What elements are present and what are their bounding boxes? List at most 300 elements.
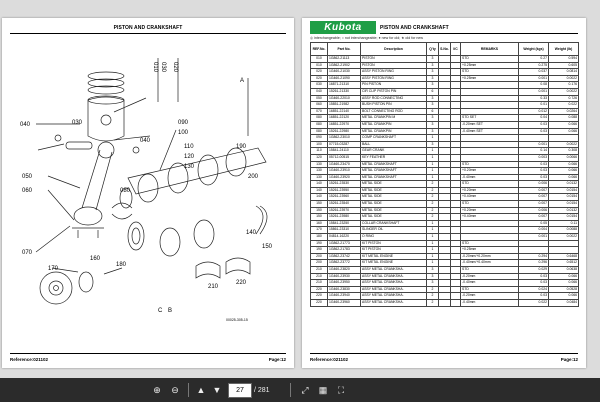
table-cell: 1	[427, 168, 439, 175]
table-cell: KIT METAL ENGINE	[361, 260, 427, 267]
table-row	[311, 214, 579, 221]
table-row	[311, 181, 579, 188]
page-title: PISTON AND CRANKSHAFT	[380, 25, 449, 31]
table-cell: +0.20mm	[461, 168, 519, 175]
table-cell: KEY FEATHER	[361, 154, 427, 161]
table-cell: 210	[311, 267, 328, 274]
table-cell: 0.6512	[549, 260, 579, 267]
table-cell	[439, 220, 451, 227]
column-header: Description	[361, 43, 427, 56]
table-cell	[451, 148, 461, 155]
table-cell	[451, 234, 461, 241]
table-cell	[451, 227, 461, 234]
fullscreen-icon[interactable]: ⛶	[337, 385, 345, 395]
table-cell: 6	[427, 88, 439, 95]
table-row	[311, 240, 579, 247]
table-row	[311, 95, 579, 102]
table-cell	[461, 108, 519, 115]
table-cell: STD	[461, 181, 519, 188]
table-cell: 1G862-21773	[328, 240, 361, 247]
table-cell	[461, 141, 519, 148]
table-cell: 0.33	[519, 95, 549, 102]
table-cell: 210	[311, 280, 328, 287]
table-row	[311, 187, 579, 194]
table-cell: 15261-23540	[328, 201, 361, 208]
footer-rule	[10, 353, 286, 354]
table-row	[311, 56, 579, 63]
page-number: Page:12	[268, 357, 286, 362]
table-cell: 0.0132	[549, 207, 579, 214]
table-cell	[439, 102, 451, 109]
table-cell: SLINGER OIL	[361, 227, 427, 234]
table-cell: -0.40mm/+0.40mm	[461, 260, 519, 267]
table-cell: 050	[311, 95, 328, 102]
table-cell: 3	[427, 128, 439, 135]
table-cell: 060	[311, 102, 328, 109]
table-row	[311, 273, 579, 280]
table-cell	[451, 260, 461, 267]
table-cell: 1	[427, 260, 439, 267]
table-cell: 0.03	[519, 161, 549, 168]
table-cell: STD	[461, 267, 519, 274]
table-cell	[451, 247, 461, 254]
table-cell: 0.066	[549, 161, 579, 168]
total-pages: / 281	[254, 387, 270, 394]
table-cell: 0.001	[519, 75, 549, 82]
table-row	[311, 62, 579, 69]
table-cell: 210	[311, 273, 328, 280]
table-cell: 0.294	[519, 253, 549, 260]
table-cell: METAL SIDE	[361, 214, 427, 221]
column-header: I/C	[451, 43, 461, 56]
table-cell: 0.0638	[549, 267, 579, 274]
table-cell: 1G460-23960	[328, 299, 361, 306]
table-cell	[451, 293, 461, 300]
table-cell	[439, 240, 451, 247]
table-cell: 6	[427, 108, 439, 115]
table-cell: 120	[311, 154, 328, 161]
table-cell	[519, 135, 549, 142]
table-cell	[439, 75, 451, 82]
table-cell: 3	[427, 82, 439, 89]
table-cell	[451, 174, 461, 181]
table-cell: STD	[461, 161, 519, 168]
table-cell: STD	[461, 56, 519, 63]
callout-label: 120	[184, 154, 195, 160]
table-cell: 0.05	[519, 220, 549, 227]
next-page-icon[interactable]: ▼	[212, 385, 222, 395]
table-cell: 0.066	[549, 128, 579, 135]
table-cell	[439, 299, 451, 306]
table-cell	[451, 168, 461, 175]
table-cell: METAL CRANKSHAFT	[361, 161, 427, 168]
table-cell: 0.08	[519, 82, 549, 89]
table-cell: BALL	[361, 141, 427, 148]
parts-table	[310, 42, 579, 307]
table-cell	[451, 115, 461, 122]
callout-label: 030	[160, 62, 166, 73]
table-row	[311, 194, 579, 201]
table-cell: ASSY METAL CRANKSHA.	[361, 280, 427, 287]
table-cell	[439, 141, 451, 148]
table-cell	[451, 201, 461, 208]
table-cell: 220	[311, 286, 328, 293]
table-cell: 16871-21310	[328, 82, 361, 89]
table-cell: 220	[311, 293, 328, 300]
table-cell: 0.0814	[549, 69, 579, 76]
table-cell: 1	[427, 135, 439, 142]
table-cell: -0.40mm	[461, 280, 519, 287]
table-cell	[461, 88, 519, 95]
table-cell: 190	[311, 240, 328, 247]
table-cell: METAL CRANKPIN	[361, 121, 427, 128]
table-row	[311, 207, 579, 214]
table-cell: O RING	[361, 234, 427, 241]
zoom-in-icon[interactable]: ⊕	[153, 385, 161, 395]
table-cell: 1	[427, 174, 439, 181]
table-cell: 2	[427, 207, 439, 214]
table-cell	[461, 135, 519, 142]
table-cell: 130	[311, 161, 328, 168]
table-cell: 040	[311, 88, 328, 95]
previous-page-icon[interactable]: ▲	[196, 385, 206, 395]
table-cell: ASSY PISTON RING	[361, 69, 427, 76]
callout-label: 140	[246, 230, 257, 236]
table-row	[311, 293, 579, 300]
table-row	[311, 115, 579, 122]
table-cell	[461, 154, 519, 161]
table-cell	[439, 88, 451, 95]
table-cell: 0.006	[519, 181, 549, 188]
table-cell	[451, 267, 461, 274]
table-cell	[451, 286, 461, 293]
table-cell	[439, 115, 451, 122]
table-cell: 0.007	[519, 187, 549, 194]
table-cell	[439, 260, 451, 267]
table-row	[311, 201, 579, 208]
table-cell: 3	[427, 56, 439, 63]
reference-label: Reference:021102	[310, 357, 349, 362]
table-cell	[451, 253, 461, 260]
table-cell	[439, 247, 451, 254]
table-cell: 1G862-23742	[328, 253, 361, 260]
table-cell	[451, 214, 461, 221]
table-cell	[451, 135, 461, 142]
table-row	[311, 267, 579, 274]
table-cell: PISTON	[361, 56, 427, 63]
table-cell: 0.03	[519, 168, 549, 175]
table-cell: 0.14	[519, 148, 549, 155]
table-cell: KIT PISTON	[361, 247, 427, 254]
table-cell: -0.40mm	[461, 174, 519, 181]
table-row	[311, 168, 579, 175]
table-cell: 1G862-23772	[328, 260, 361, 267]
table-cell: 1	[427, 154, 439, 161]
table-cell: 16851-22140	[328, 108, 361, 115]
table-cell: 150	[311, 201, 328, 208]
table-cell: METAL SIDE	[361, 194, 427, 201]
table-cell: 0.0022	[549, 88, 579, 95]
table-cell: 3	[427, 69, 439, 76]
table-cell: 16851-22970	[328, 121, 361, 128]
table-cell: 15261-23950	[328, 187, 361, 194]
title-rule	[10, 33, 286, 34]
table-cell: 1G460-22010	[328, 95, 361, 102]
table-cell	[439, 174, 451, 181]
table-cell: 3	[427, 115, 439, 122]
table-cell: METAL SIDE	[361, 201, 427, 208]
table-cell: 15261-22980	[328, 128, 361, 135]
table-cell: 15261-23960	[328, 194, 361, 201]
table-cell: 0.007	[519, 201, 549, 208]
table-cell: 0.066	[549, 280, 579, 287]
exploded-parts-diagram	[8, 38, 288, 338]
callout-label: 180	[116, 262, 127, 268]
table-cell: 070	[311, 108, 328, 115]
table-cell: 080	[311, 128, 328, 135]
table-cell: 2	[427, 181, 439, 188]
table-cell	[461, 148, 519, 155]
table-cell: ASSY METAL CRANKSHA.	[361, 267, 427, 274]
table-cell: 0.726	[549, 95, 579, 102]
callout-label: 130	[184, 164, 195, 170]
table-cell: 110	[311, 148, 328, 155]
table-cell: 04814-16220	[328, 234, 361, 241]
page-number-input[interactable]: 27	[228, 383, 252, 398]
table-cell: 0.03	[519, 174, 549, 181]
table-cell	[461, 234, 519, 241]
table-row	[311, 253, 579, 260]
table-cell: 100	[311, 141, 328, 148]
table-cell: 0.0264	[549, 108, 579, 115]
table-cell	[451, 154, 461, 161]
table-cell: 0.007	[519, 214, 549, 221]
callout-label: 150	[262, 244, 273, 250]
table-cell: +0.25mm	[461, 75, 519, 82]
table-cell: METAL SIDE	[361, 207, 427, 214]
table-cell	[451, 187, 461, 194]
table-cell	[549, 240, 579, 247]
table-row	[311, 234, 579, 241]
table-cell: 0.176	[549, 82, 579, 89]
table-cell: 0.022	[549, 102, 579, 109]
table-cell: 1G862-21902	[328, 62, 361, 69]
footer-rule	[310, 353, 578, 354]
table-cell: 0.0154	[549, 187, 579, 194]
table-cell: 0.03	[519, 121, 549, 128]
zoom-out-icon[interactable]: ⊖	[171, 385, 179, 395]
table-cell: 3	[427, 75, 439, 82]
table-row	[311, 161, 579, 168]
table-cell: 1G862-21113	[328, 56, 361, 63]
table-cell: 0.0066	[549, 154, 579, 161]
viewer-toolbar	[0, 378, 600, 402]
table-cell: 0.006	[519, 207, 549, 214]
table-cell	[451, 194, 461, 201]
table-cell: 0.012	[519, 108, 549, 115]
table-cell	[439, 95, 451, 102]
table-row	[311, 280, 579, 287]
table-cell: 1	[427, 161, 439, 168]
table-cell: 170	[311, 227, 328, 234]
table-cell	[519, 247, 549, 254]
thumbnails-icon[interactable]: ▦	[318, 385, 328, 395]
table-cell: 1G460-23910	[328, 168, 361, 175]
table-cell: 1	[427, 220, 439, 227]
arrow-label: C	[158, 308, 163, 314]
table-row	[311, 88, 579, 95]
table-cell	[451, 82, 461, 89]
table-row	[311, 121, 579, 128]
table-cell: PIN PISTON	[361, 82, 427, 89]
callout-label: 030	[72, 120, 83, 126]
table-cell: 0.6468	[549, 253, 579, 260]
callout-label: 070	[22, 250, 33, 256]
table-cell: 15861-23310	[328, 227, 361, 234]
table-cell: 0.03	[519, 280, 549, 287]
table-cell	[451, 69, 461, 76]
callout-label: 010	[152, 62, 158, 73]
table-cell	[451, 207, 461, 214]
table-cell: 15261-23970	[328, 207, 361, 214]
table-cell: 0.0132	[549, 181, 579, 188]
table-cell: 3	[427, 121, 439, 128]
table-cell: 1G862-21783	[328, 247, 361, 254]
table-cell: KIT PISTON	[361, 240, 427, 247]
table-cell: 130	[311, 168, 328, 175]
table-cell: STD	[461, 240, 519, 247]
table-cell: 15261-23980	[328, 214, 361, 221]
table-cell	[451, 75, 461, 82]
table-cell: ASSY METAL CRANKSHA.	[361, 293, 427, 300]
table-cell	[439, 187, 451, 194]
table-cell: -0.20mm	[461, 293, 519, 300]
callout-label: 020	[172, 62, 178, 73]
table-cell: 15851-21982	[328, 102, 361, 109]
table-cell: 0.0022	[549, 234, 579, 241]
table-cell	[439, 181, 451, 188]
table-cell: 0.0154	[549, 214, 579, 221]
fit-page-icon[interactable]: ⤢	[301, 385, 309, 395]
table-cell: COMP CRANKSHAFT	[361, 135, 427, 142]
table-row	[311, 102, 579, 109]
table-cell	[451, 280, 461, 287]
table-cell: 020	[311, 75, 328, 82]
table-cell: 15261-21330	[328, 88, 361, 95]
table-cell: BOLT CONNECTING ROD	[361, 108, 427, 115]
table-row	[311, 135, 579, 142]
table-cell: 0.0088	[549, 227, 579, 234]
table-cell: 1G460-23830	[328, 286, 361, 293]
table-cell: 0.27	[519, 56, 549, 63]
table-cell: 0.024	[519, 286, 549, 293]
table-cell: STD	[461, 286, 519, 293]
drawing-number: 00025-305-15	[226, 318, 248, 322]
callout-label: 040	[140, 138, 151, 144]
callout-label: 160	[90, 256, 101, 262]
callout-label: 100	[178, 130, 189, 136]
table-cell: 0.088	[549, 115, 579, 122]
table-cell: 090	[311, 135, 328, 142]
table-cell: 0.605	[549, 62, 579, 69]
table-cell	[451, 102, 461, 109]
table-cell: 1	[427, 234, 439, 241]
table-cell: ASSY METAL CRANKSHA.	[361, 299, 427, 306]
table-cell	[461, 220, 519, 227]
table-cell	[439, 69, 451, 76]
table-cell: 1	[427, 247, 439, 254]
table-cell: +0.25mm	[461, 62, 519, 69]
table-cell: 0.066	[549, 273, 579, 280]
table-cell: 140	[311, 194, 328, 201]
table-cell: -0.40mm	[461, 299, 519, 306]
table-cell: 1G460-23950	[328, 280, 361, 287]
column-header: REF.No.	[311, 43, 328, 56]
table-cell: 080	[311, 115, 328, 122]
column-header: Weight (lb)	[549, 43, 579, 56]
table-cell: CIR CLIP PISTON PIN	[361, 88, 427, 95]
table-row	[311, 108, 579, 115]
callout-label: 210	[208, 284, 219, 290]
table-cell: 3	[427, 267, 439, 274]
table-cell	[439, 56, 451, 63]
table-cell: 3	[427, 141, 439, 148]
table-row	[311, 286, 579, 293]
table-cell: METAL CRANKPIN M	[361, 115, 427, 122]
table-cell: 0.066	[549, 121, 579, 128]
table-cell: 0.296	[519, 260, 549, 267]
table-cell: 1	[427, 227, 439, 234]
table-cell	[461, 227, 519, 234]
table-cell: 1G862-23010	[328, 135, 361, 142]
table-cell	[439, 280, 451, 287]
table-cell: +0.25mm	[461, 247, 519, 254]
table-cell	[439, 286, 451, 293]
table-row	[311, 154, 579, 161]
table-cell: 160	[311, 220, 328, 227]
table-row	[311, 247, 579, 254]
column-header: Q'ty	[427, 43, 439, 56]
column-header: REMARKS	[461, 43, 519, 56]
table-cell: 1	[427, 240, 439, 247]
table-cell	[439, 234, 451, 241]
table-row	[311, 299, 579, 306]
table-row	[311, 220, 579, 227]
table-cell: 2	[427, 187, 439, 194]
table-cell: 07715-03287	[328, 141, 361, 148]
table-cell: 2	[427, 299, 439, 306]
right-page	[302, 18, 586, 368]
table-cell: +0.20mm	[461, 207, 519, 214]
column-header: Weight (kgs)	[519, 43, 549, 56]
table-cell: 0.001	[519, 88, 549, 95]
arrow-label: B	[168, 308, 173, 314]
table-cell: 010	[311, 62, 328, 69]
table-cell: METAL SIDE	[361, 187, 427, 194]
table-cell: STD	[461, 201, 519, 208]
table-row	[311, 260, 579, 267]
table-cell: 0.308	[549, 148, 579, 155]
table-cell	[439, 227, 451, 234]
table-cell: 0.001	[519, 141, 549, 148]
column-header: S.No.	[439, 43, 451, 56]
table-cell	[439, 108, 451, 115]
table-cell: 0.01	[519, 102, 549, 109]
table-cell: 220	[311, 299, 328, 306]
table-cell	[439, 253, 451, 260]
table-cell: 1G460-21030	[328, 69, 361, 76]
table-cell: 0.066	[549, 174, 579, 181]
